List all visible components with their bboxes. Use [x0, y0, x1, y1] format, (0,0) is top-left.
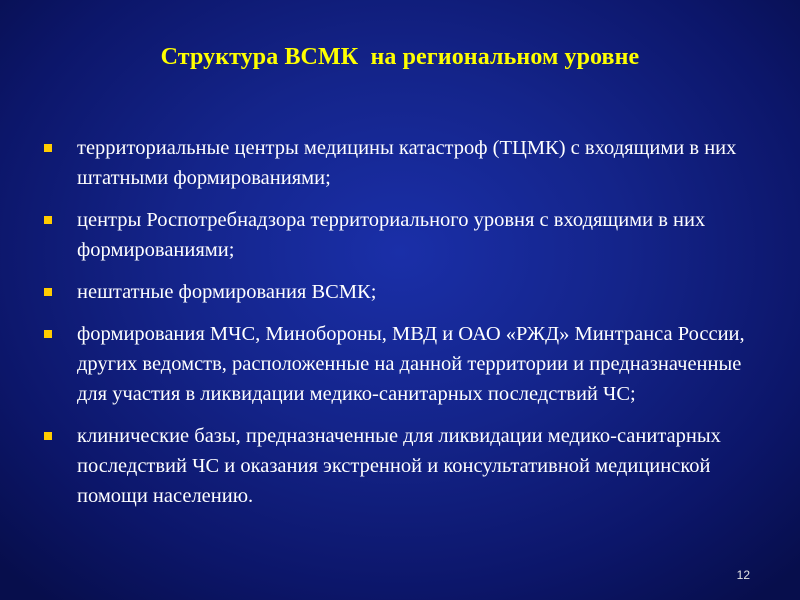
- bullet-item: [40, 277, 760, 307]
- slide-title: Структура ВСМК на региональном уровне: [160, 44, 640, 70]
- page-number: 12: [736, 568, 750, 582]
- square-bullet-icon: [44, 330, 52, 338]
- bullet-text: формирования МЧС, Минобороны, МВД и ОАО «РЖД» Минтранса России, других ведомств, расположенные на данной территории и предназначенные для участия в ликвидации медико-санитарных последствий ЧС;: [77, 323, 745, 405]
- square-bullet-icon: [44, 216, 52, 224]
- bullet-item: [40, 205, 760, 265]
- square-bullet-icon: [44, 144, 52, 152]
- bullet-item: [40, 421, 760, 511]
- bullet-text: территориальные центры медицины катастроф (ТЦМК) с входящими в них штатными формированиями;: [77, 137, 737, 189]
- bullet-text: нештатные формирования ВСМК;: [77, 281, 377, 303]
- bullet-item: [40, 319, 760, 409]
- bullet-list: [40, 133, 760, 523]
- square-bullet-icon: [44, 288, 52, 296]
- bullet-text: центры Роспотребнадзора территориального уровня с входящими в них формированиями;: [77, 209, 706, 261]
- bullet-item: [40, 133, 760, 193]
- square-bullet-icon: [44, 432, 52, 440]
- bullet-text: клинические базы, предназначенные для ликвидации медико-санитарных последствий ЧС и оказания экстренной и консультативной медицинской помощи населению.: [77, 425, 721, 507]
